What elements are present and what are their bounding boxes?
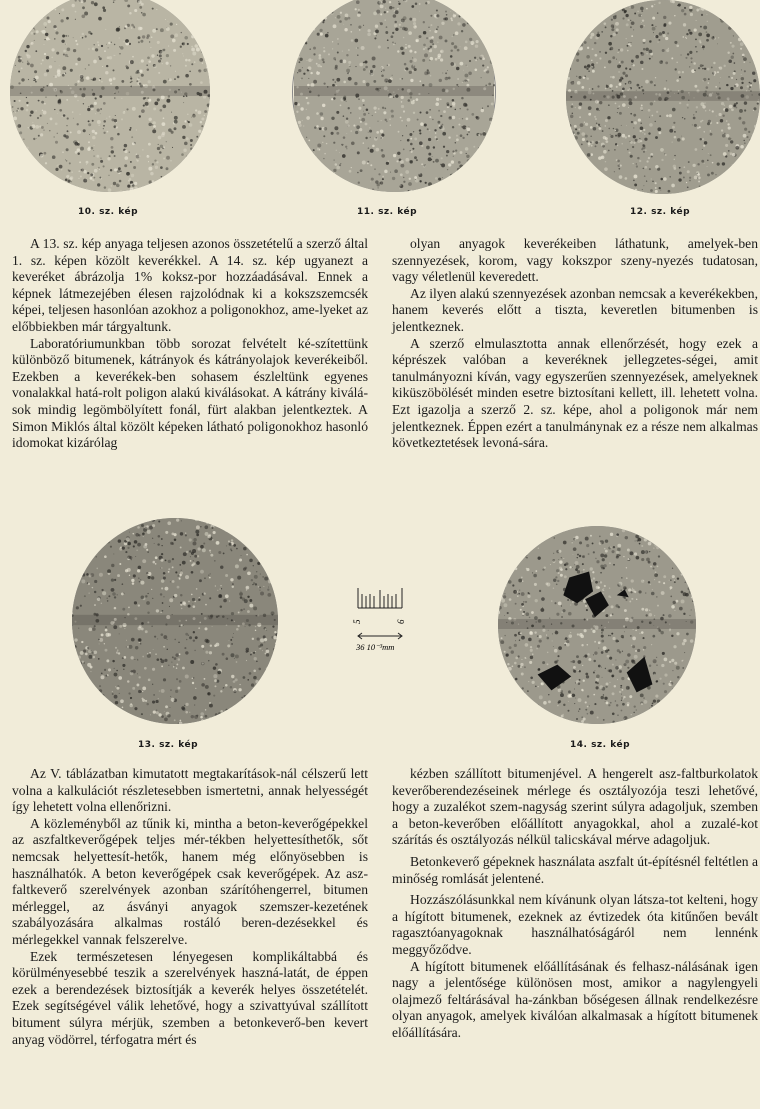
scale-right-mark: 6	[396, 619, 406, 624]
paragraph: olyan anyagok keverékeiben láthatunk, amelyek-ben szennyezések, korom, vagy kokszpor szeny-nyezés tudatosan, vagy véletlenül keveredett.	[392, 236, 758, 285]
paragraph: A hígított bitumenek előállításának és felhasz-nálásának igen nagy a jelentősége különösen most, amikor a nagylengyeli olajmező feltárásával ha-zánkban bőségesen állnak rendelkezésre olyan anyagok, amelyek kiválóan alkalmasak a hígított bitumenek előállítására.	[392, 958, 758, 1040]
micrograph-14	[498, 526, 696, 724]
micrograph-10-image	[10, 0, 210, 192]
scale-left-mark: 5	[352, 619, 362, 624]
paragraph: kézben szállított bitumenjével. A hengerelt asz-faltburkolatok keverőberendezéseinek mérlege és osztályozója teszi lehetővé, hogy a zuzalékot szem-nagyság szerint súlyra adagoljuk, szemben a beton-keverőben előállított anyagokkal, ahol a zuzalé-kot szárítás és osztályozás nélkül talicskával mérve adagoljuk.	[392, 766, 758, 848]
figure-11-caption: 11. sz. kép	[357, 207, 418, 217]
paragraph: Laboratóriumunkban több sorozat felvételt ké-szítettünk különböző bitumenek, kátrányok és kátrányolajok keverékeiből. Ezekben a keverékek-ben sohasem észleltünk egyenes vonalakkal hatá-rolt poligon alakú kiválásokat. A kátrány kiválá-sok mindig legömbölyített fonál, fürt alakban jelentkeztek. A Simon Miklós által közölt képeken látható poligonokhoz hasonló idomokat kizárólag	[12, 335, 368, 451]
micrograph-13-image	[72, 518, 278, 724]
paragraph: Az V. táblázatban kimutatott megtakarítások-nál célszerű lett volna a kalkulációt részletesebben ismertetni, annak helyességét így lehetett volna ellenőrizni.	[12, 766, 368, 815]
micrograph-11-image	[292, 0, 496, 192]
figure-13-caption: 13. sz. kép	[138, 740, 199, 750]
micrograph-13	[72, 518, 278, 724]
micrograph-12-image	[566, 0, 760, 194]
paragraph: Az ilyen alakú szennyezések azonban nemcsak a keverékekben, hanem keverés előtt a tiszta, keveretlen bitumenben is jelentkeznek.	[392, 285, 758, 334]
scale-label: 36 10⁻³mm	[356, 642, 395, 652]
lower-left-column	[12, 766, 368, 1048]
paragraph: A szerző elmulasztotta annak ellenőrzését, hogy ezek a képrészek valóban a keveréknek jellegzetes-ségei, amit tanulmányozni kíván, vagy egyszerűen szennyezések, amelyeknek kiküszöbölését minden esetre biztosítani kellett, ill. lehetett volna. Ezt igazolja a szerző 2. sz. képe, ahol a poligonok már nem jelentkeznek. Éppen ezért a tanulmánynak ez a része nem alkalmas következtetések levoná-sára.	[392, 335, 758, 451]
lower-right-column	[392, 766, 758, 1042]
micrograph-14-image	[498, 526, 696, 724]
micrograph-10	[10, 0, 210, 192]
paragraph: A közleményből az tűnik ki, mintha a beton-keverőgépekkel az aszfaltkeverőgépek teljes mér-tékben helyettesíthetők, sőt nemcsak helyettesít-hetők, hanem még előnyösebben is használhatók. A beton keverőgépek csak keverőgépek. Az asz-faltkeverő szerelvények azonban szárítóhengerrel, bitumen mérleggel, az ásványi anyagok szemszer-kezetének szabályozására alkalmas rostáló beren-dezésekkel és mérlegekkel vannak felszerelve.	[12, 815, 368, 947]
micrograph-11	[292, 0, 496, 192]
figure-14-caption: 14. sz. kép	[570, 740, 631, 750]
paragraph: A 13. sz. kép anyaga teljesen azonos összetételű a szerző által 1. sz. képen közölt keverékkel. A 14. sz. kép ugyanezt a keveréket ábrázolja 1% koksz-por hozzáadásával. Ennek a képnek látmezejében élesen rajzolódnak ki a kokszszemcsék képei, teljesen hasonlóan azokhoz a poligonokhoz, ame-lyeket az előbbiekben már tárgyaltunk.	[12, 236, 368, 334]
upper-right-column	[392, 236, 758, 452]
upper-left-column	[12, 236, 368, 452]
micrograph-12	[566, 0, 760, 194]
figure-12-caption: 12. sz. kép	[630, 207, 691, 217]
scale-bar	[352, 580, 412, 652]
paragraph: Hozzászólásunkkal nem kívánunk olyan látsza-tot kelteni, hogy a hígított bitumenek, ezeknek az évtizedek óta kitűnően bevált ragasztóanyagoknak használhatóságáról nem lennénk meggyőződve.	[392, 892, 758, 957]
figure-10-caption: 10. sz. kép	[78, 207, 139, 217]
paragraph: Betonkeverő gépeknek használata aszfalt út-építésnél feltétlen a minőség romlását jelentené.	[392, 853, 758, 886]
paragraph: Ezek természetesen lényegesen komplikáltabbá és körülményesebbé teszik a szerelvények haszná-latát, de éppen ezek a berendezések biztosítják a keverék helyes összetételét. Ezek segítségével válik lehetővé, hogy a szivattyúval szállított bitument súlyra mérjük, szemben a betonkeverő-ben kevert anyag vödörrel, térfogatra mért és	[12, 948, 368, 1047]
